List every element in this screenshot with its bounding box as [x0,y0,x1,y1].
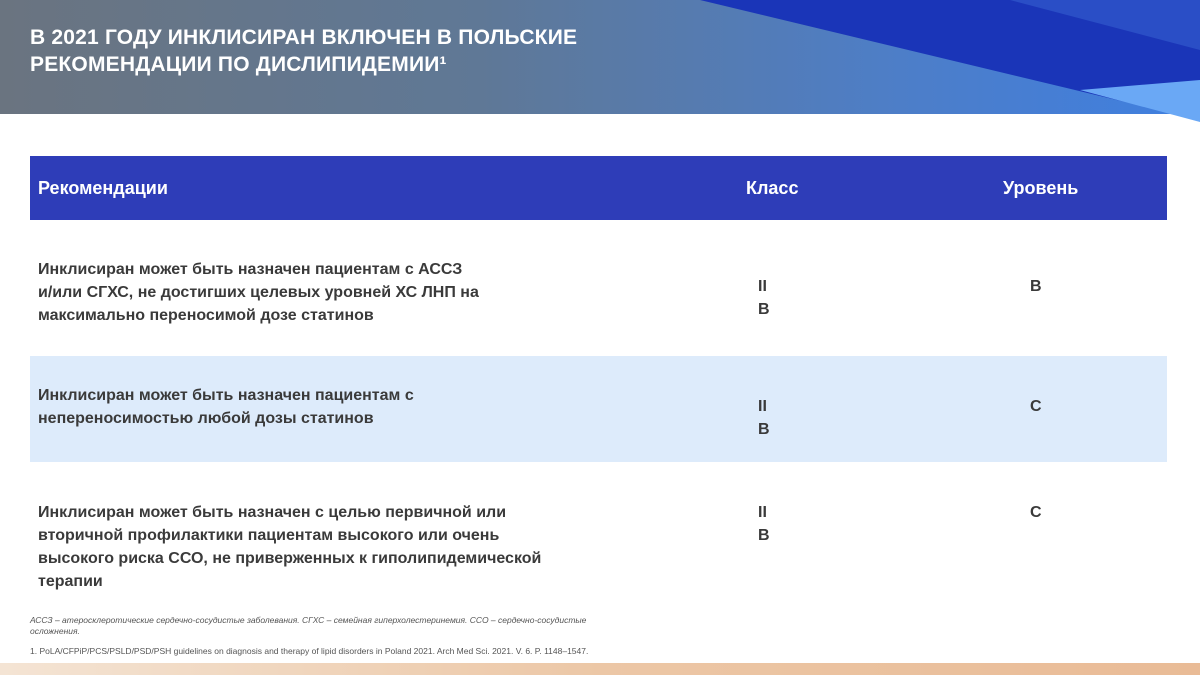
level-value: B [1030,278,1042,295]
class-line: B [758,301,770,318]
recommendation-line: Инклисиран может быть назначен пациентам с АССЗ [38,261,463,278]
header-level: Уровень [1003,178,1079,198]
recommendations-table [30,156,1167,602]
class-line: II [758,398,767,415]
recommendation-line: Инклисиран может быть назначен пациентам с [38,387,414,404]
class-value [758,275,818,321]
recommendation-line: Инклисиран может быть назначен с целью первичной или [38,504,507,521]
page-title [30,24,730,78]
bottom-decoration-bar [0,663,1200,675]
abbreviations-footnote [30,615,730,637]
header-recommendations: Рекомендации [38,178,168,198]
recommendation-line: вторичной профилактики пациентам высокого или очень [38,527,500,544]
recommendation-line: непереносимостью любой дозы статинов [38,410,374,427]
table-row [30,356,1167,462]
recommendation-line: и/или СГХС, не достигших целевых уровней ХС ЛНП на [38,284,479,301]
footnote-line: осложнения. [30,626,80,636]
table-header [30,156,1167,220]
title-line-2: РЕКОМЕНДАЦИИ ПО ДИСЛИПИДЕМИИ¹ [30,53,447,76]
recommendation-line: терапии [38,573,103,590]
class-line: II [758,504,767,521]
class-line: B [758,527,770,544]
level-value: C [1030,398,1042,415]
recommendation-text [38,501,598,593]
recommendation-text [38,258,598,327]
level-value: C [1030,504,1042,521]
reference-footnote: 1. PoLA/CFPiP/PCS/PSLD/PSD/PSH guidelines on diagnosis and therapy of lipid disorders in Poland 2021. Arch Med Sci. 2021. V. 6. P. 1148–1547. [30,646,589,656]
table-row [30,462,1167,602]
title-line-1: В 2021 ГОДУ ИНКЛИСИРАН ВКЛЮЧЕН В ПОЛЬСКИЕ [30,26,578,49]
header-class: Класс [746,178,799,198]
table-row [30,220,1167,356]
recommendation-line: высокого риска ССО, не приверженных к гиполипидемической [38,550,542,567]
class-value [758,501,818,547]
class-line: B [758,421,770,438]
class-line: II [758,278,767,295]
class-value [758,395,818,441]
footnote-line: АССЗ – атеросклеротические сердечно-сосудистые заболевания. СГХС – семейная гиперхолестеринемия. ССО – сердечно-сосудистые [30,615,587,625]
recommendation-line: максимально переносимой дозе статинов [38,307,374,324]
recommendation-text [38,384,598,430]
